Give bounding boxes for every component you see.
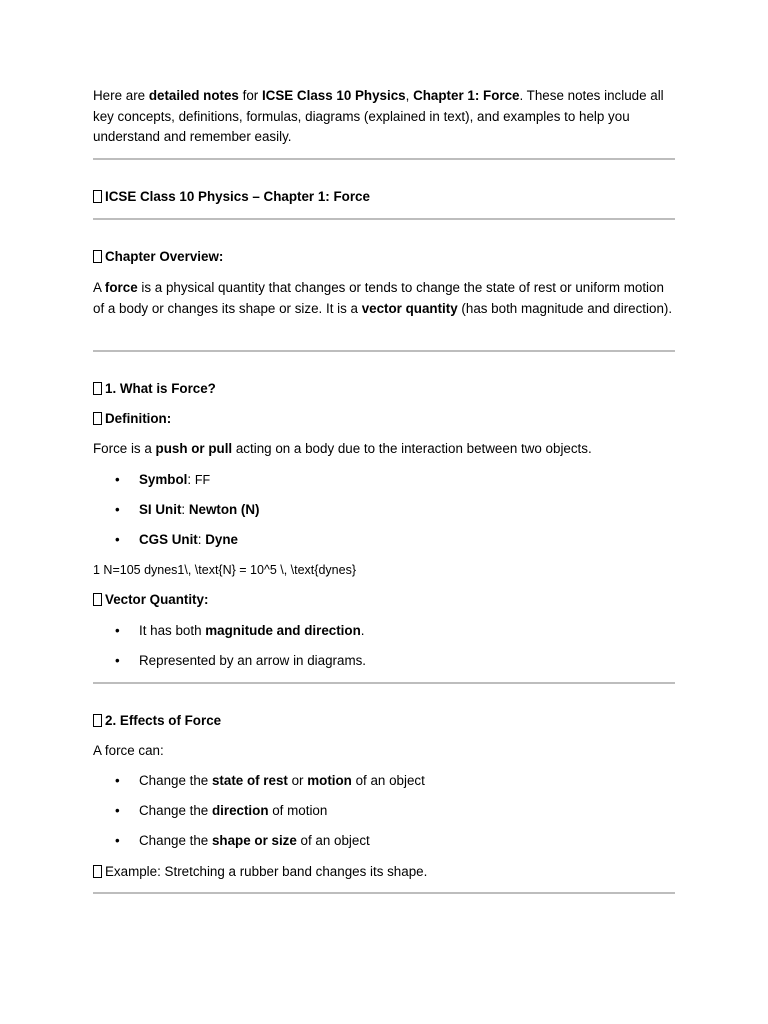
intro-bold: Chapter 1: Force [413,88,520,103]
vector-list [93,621,675,671]
list-item: • Represented by an arrow in diagrams. [93,651,675,671]
list-item: • SI Unit: Newton (N) [93,500,675,520]
list-item: • Change the state of rest or motion of an object [93,771,675,791]
missing-glyph-icon [93,382,102,395]
section-2-lead: A force can: [93,743,164,758]
definition-paragraph: Force is a push or pull acting on a body due to the interaction between two objects. [93,441,592,456]
intro-bold: detailed notes [148,88,239,103]
section-2-heading: 2. Effects of Force [93,711,675,731]
overview-paragraph: A force is a physical quantity that changes or tends to change the state of rest or uniform motion of a body or changes its shape or size. It is a vector quantity (has both magnitude and direction). [93,280,673,316]
missing-glyph-icon [93,593,102,606]
intro-text: Here are [93,88,149,103]
units-list [93,470,675,550]
list-item: • Symbol: FF [93,470,675,490]
divider [93,350,675,352]
intro-text: for [238,88,262,103]
overview-heading: Chapter Overview: [93,247,675,267]
divider [93,158,675,160]
intro-text: . These notes include all key concepts, definitions, formulas, diagrams (explained in text), and examples to help you understand and remember easily. [93,88,664,144]
list-item: • Change the direction of motion [93,801,675,821]
divider [93,682,675,684]
formula-line: 1 N=105 dynes1\, \text{N} = 10^5 \, \text{dynes} [93,563,356,577]
missing-glyph-icon [93,250,102,263]
section-1-heading: 1. What is Force? [93,379,675,399]
intro-bold: ICSE Class 10 Physics [261,88,406,103]
list-item: • Change the shape or size of an object [93,831,675,851]
definition-heading: Definition: [93,409,675,429]
divider [93,218,675,220]
missing-glyph-icon [93,714,102,727]
effects-list [93,771,675,851]
divider [93,892,675,894]
vector-heading: Vector Quantity: [93,590,675,610]
intro-paragraph [93,86,675,148]
missing-glyph-icon [93,190,102,203]
intro-text: , [405,88,414,103]
document-title: ICSE Class 10 Physics – Chapter 1: Force [93,187,675,207]
list-item: • It has both magnitude and direction. [93,621,675,641]
list-item: • CGS Unit: Dyne [93,530,675,550]
example-line: Example: Stretching a rubber band changes its shape. [93,862,675,883]
missing-glyph-icon [93,412,102,425]
missing-glyph-icon [93,865,102,878]
